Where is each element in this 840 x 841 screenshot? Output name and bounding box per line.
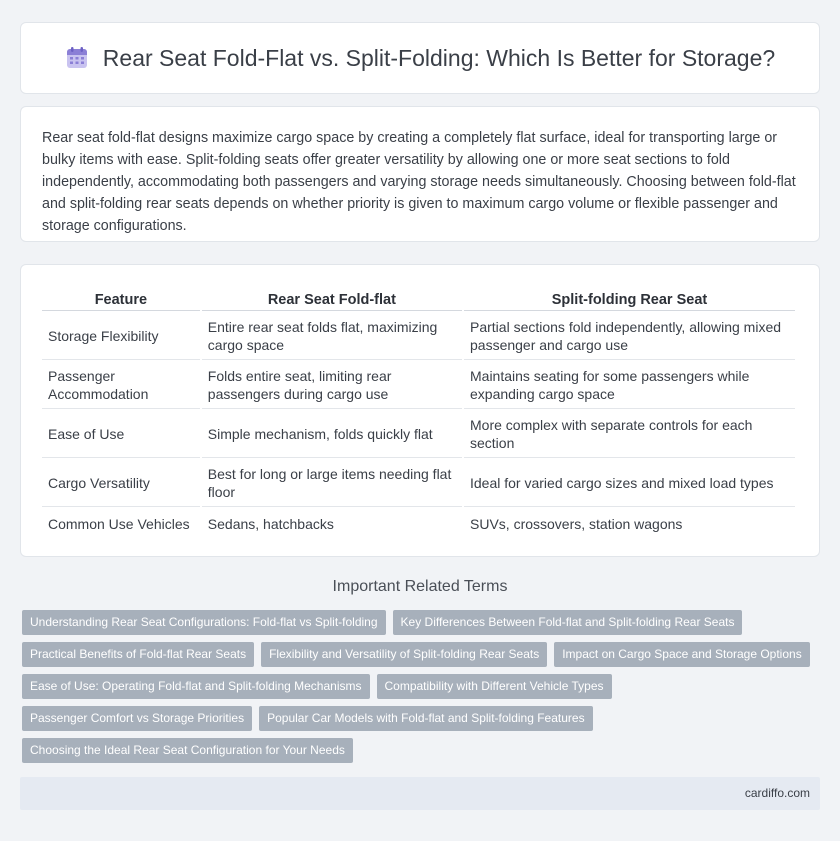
table-header-row [42, 285, 795, 311]
table-row [42, 362, 795, 409]
table-cell-feature: Storage Flexibility [42, 313, 200, 360]
related-term-tag[interactable]: Ease of Use: Operating Fold-flat and Split-folding Mechanisms [22, 674, 370, 699]
table-cell-feature: Common Use Vehicles [48, 516, 190, 532]
tag-row [22, 642, 822, 667]
table-cell-fold-flat: Best for long or large items needing flat floor [202, 460, 462, 507]
table-cell-fold-flat: Sedans, hatchbacks [207, 516, 334, 532]
table-cell-feature: Cargo Versatility [42, 460, 200, 507]
related-term-tag[interactable]: Flexibility and Versatility of Split-folding Rear Seats [261, 642, 547, 667]
related-term-tag[interactable]: Passenger Comfort vs Storage Priorities [22, 706, 252, 731]
table-cell-split-folding: Partial sections fold independently, allowing mixed passenger and cargo use [464, 313, 795, 360]
table-cell-feature: Passenger Accommodation [42, 362, 200, 409]
table-cell-fold-flat: Simple mechanism, folds quickly flat [202, 411, 462, 458]
comparison-table-card [20, 264, 820, 557]
footer [20, 777, 820, 810]
column-header-fold-flat: Rear Seat Fold-flat [202, 285, 462, 311]
column-header-split-folding: Split-folding Rear Seat [464, 285, 795, 311]
tag-row [22, 610, 822, 635]
table-cell-fold-flat: Entire rear seat folds flat, maximizing cargo space [202, 313, 462, 360]
table-row [42, 460, 795, 507]
table-row [42, 509, 795, 539]
related-term-tag[interactable]: Popular Car Models with Fold-flat and Split-folding Features [259, 706, 592, 731]
related-term-tag[interactable]: Compatibility with Different Vehicle Types [377, 674, 612, 699]
site-name[interactable]: cardiffo.com [744, 786, 810, 800]
tag-row [22, 674, 822, 699]
comparison-table [40, 283, 797, 541]
intro-card [20, 106, 820, 242]
related-term-tag[interactable]: Key Differences Between Fold-flat and Split-folding Rear Seats [393, 610, 743, 635]
column-header-feature: Feature [42, 285, 200, 311]
table-cell-split-folding: Maintains seating for some passengers while expanding cargo space [464, 362, 795, 409]
page-title: Rear Seat Fold-Flat vs. Split-Folding: Which Is Better for Storage? [102, 44, 776, 71]
table-cell-split-folding: More complex with separate controls for each section [464, 411, 795, 458]
calendar-icon [65, 46, 89, 70]
related-term-tag[interactable]: Practical Benefits of Fold-flat Rear Seats [22, 642, 254, 667]
related-term-tag[interactable]: Understanding Rear Seat Configurations: Fold-flat vs Split-folding [22, 610, 386, 635]
table-cell-split-folding: Ideal for varied cargo sizes and mixed load types [464, 460, 795, 507]
intro-paragraph: Rear seat fold-flat designs maximize cargo space by creating a completely flat surface, ideal for transporting large or bulky items with ease. Split-folding seats offer greater versatility by allowing one or more seat sections to fold independently, accommodating both passengers and varying storage needs simultaneously. Choosing between fold-flat and split-folding rear seats depends on whether priority is given to maximum cargo volume or flexible passenger and storage configurations. [42, 130, 796, 234]
table-cell-feature: Ease of Use [42, 411, 200, 458]
tag-row [22, 738, 822, 763]
table-cell-split-folding: SUVs, crossovers, station wagons [470, 516, 683, 532]
related-term-tag[interactable]: Impact on Cargo Space and Storage Options [554, 642, 809, 667]
related-terms-heading: Important Related Terms [332, 578, 508, 595]
related-terms-list [22, 610, 822, 770]
tag-row [22, 706, 822, 731]
table-row [42, 313, 795, 360]
related-term-tag[interactable]: Choosing the Ideal Rear Seat Configuration for Your Needs [22, 738, 353, 763]
table-cell-fold-flat: Folds entire seat, limiting rear passengers during cargo use [202, 362, 462, 409]
table-row [42, 411, 795, 458]
header-card [20, 22, 820, 94]
